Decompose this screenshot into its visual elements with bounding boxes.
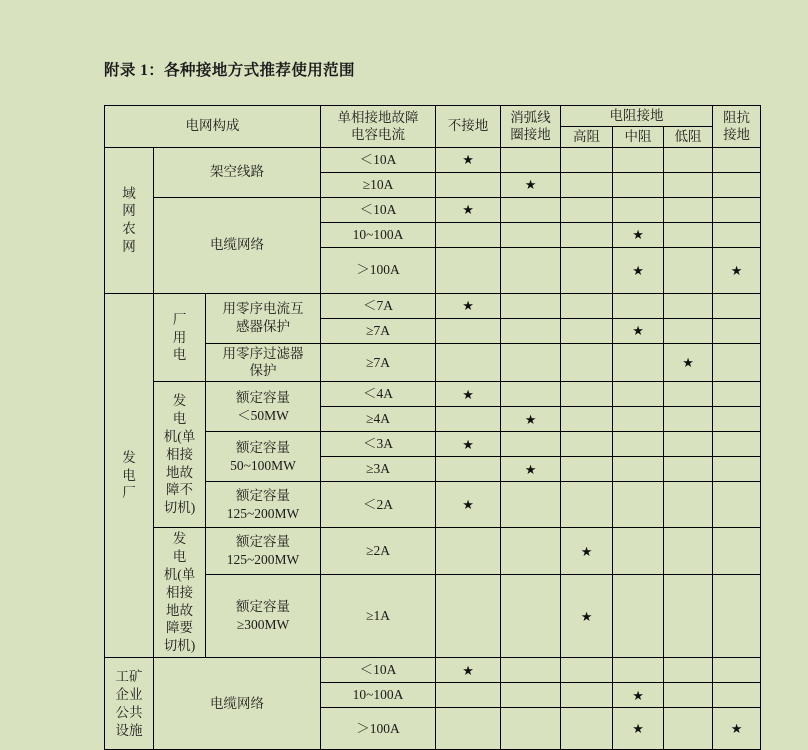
header-fault-current-line2: 电容电流: [351, 127, 406, 143]
table-row: [105, 197, 761, 222]
label-line: 发: [172, 531, 187, 547]
cell-high-resistance: [561, 222, 613, 247]
cell-description: 电缆网络: [154, 197, 321, 293]
star-icon: ★: [682, 354, 694, 370]
label-line: 电: [122, 467, 136, 483]
label-line: 障不: [166, 482, 193, 498]
cell-arc-suppression-coil: [501, 708, 561, 750]
section-label-工矿企业公共设施: [105, 658, 154, 750]
cell-medium-resistance: [613, 247, 664, 293]
label-line: 农: [122, 221, 136, 237]
table-row: [105, 658, 761, 683]
cell-fault-current: ＜10A: [321, 197, 436, 222]
cell-medium-resistance: [613, 147, 664, 172]
cell-ungrounded: [436, 432, 501, 457]
star-icon: ★: [632, 721, 644, 737]
cell-arc-suppression-coil: [501, 293, 561, 318]
star-icon: ★: [462, 152, 474, 168]
header-medium-resistance: 中阻: [613, 126, 664, 147]
cell-description: [206, 528, 321, 575]
cell-fault-current: 10~100A: [321, 222, 436, 247]
star-icon: ★: [580, 608, 593, 624]
cell-ungrounded: [436, 457, 501, 482]
cell-medium-resistance: [613, 482, 664, 528]
table-body: [105, 147, 761, 750]
label-line: 发: [172, 393, 187, 409]
cell-arc-suppression-coil: [501, 575, 561, 658]
cell-low-resistance: [664, 197, 713, 222]
subsection-label: [154, 382, 206, 528]
label-line: 网: [122, 203, 136, 219]
star-icon: ★: [632, 227, 644, 243]
cell-low-resistance: [664, 432, 713, 457]
cell-description: [206, 343, 321, 382]
cell-low-resistance: [664, 247, 713, 293]
cell-medium-resistance: [613, 382, 664, 407]
cell-high-resistance: [561, 197, 613, 222]
cell-impedance-grounding: [713, 318, 761, 343]
header-impedance-grounding: [713, 106, 761, 148]
header-fault-capacitive-current: [321, 106, 436, 148]
cell-arc-suppression-coil: [501, 528, 561, 575]
label-line: 厂: [172, 311, 187, 327]
cell-high-resistance: [561, 407, 613, 432]
cell-low-resistance: [664, 708, 713, 750]
description-line: ≥300MW: [236, 617, 290, 633]
description-line: 保护: [249, 363, 277, 379]
cell-high-resistance: [561, 457, 613, 482]
label-line: 相接: [166, 446, 193, 462]
label-line: 电: [172, 411, 187, 427]
table-row: [105, 293, 761, 318]
cell-fault-current: ＜7A: [321, 293, 436, 318]
cell-ungrounded: [436, 482, 501, 528]
cell-fault-current: ≥7A: [321, 343, 436, 382]
cell-fault-current: 10~100A: [321, 683, 436, 708]
header-arc-line2: 圈接地: [510, 127, 551, 143]
cell-fault-current: ≥2A: [321, 528, 436, 575]
subsection-label: [154, 293, 206, 382]
label-line: 电: [172, 347, 187, 363]
label-line: 障要: [166, 620, 193, 636]
cell-medium-resistance: [613, 222, 664, 247]
cell-high-resistance: [561, 708, 613, 750]
cell-low-resistance: [664, 528, 713, 575]
cell-fault-current: ＜10A: [321, 658, 436, 683]
description-line: 用零序电流互: [222, 301, 304, 317]
cell-ungrounded: [436, 172, 501, 197]
table-row: [105, 147, 761, 172]
grounding-methods-table: [104, 105, 761, 750]
page-title: 附录 1：各种接地方式推荐使用范围: [104, 62, 355, 79]
description-line: 125~200MW: [226, 552, 300, 568]
cell-high-resistance: [561, 683, 613, 708]
cell-arc-suppression-coil: [501, 482, 561, 528]
cell-medium-resistance: [613, 172, 664, 197]
cell-arc-suppression-coil: [501, 172, 561, 197]
cell-fault-current: ≥1A: [321, 575, 436, 658]
cell-description: 电缆网络: [154, 658, 321, 750]
cell-high-resistance: [561, 382, 613, 407]
cell-fault-current: ＞100A: [321, 247, 436, 293]
cell-low-resistance: [664, 293, 713, 318]
cell-medium-resistance: [613, 528, 664, 575]
cell-ungrounded: [436, 247, 501, 293]
label-line: 用: [172, 329, 187, 345]
cell-high-resistance: [561, 432, 613, 457]
cell-low-resistance: [664, 172, 713, 197]
cell-ungrounded: [436, 222, 501, 247]
cell-low-resistance: [664, 575, 713, 658]
star-icon: ★: [462, 662, 474, 678]
cell-ungrounded: [436, 683, 501, 708]
header-arc-line1: 消弧线: [510, 109, 551, 125]
cell-high-resistance: [561, 658, 613, 683]
cell-low-resistance: [664, 457, 713, 482]
cell-arc-suppression-coil: [501, 343, 561, 382]
cell-medium-resistance: [613, 708, 664, 750]
label-line: 相接: [166, 584, 193, 600]
cell-ungrounded: [436, 575, 501, 658]
cell-impedance-grounding: [713, 222, 761, 247]
cell-low-resistance: [664, 382, 713, 407]
cell-impedance-grounding: [713, 432, 761, 457]
cell-fault-current: ≥10A: [321, 172, 436, 197]
cell-impedance-grounding: [713, 147, 761, 172]
cell-medium-resistance: [613, 575, 664, 658]
header-fault-current-line1: 单相接地故障: [337, 109, 419, 125]
section-label-发电厂: [105, 293, 154, 658]
cell-arc-suppression-coil: [501, 147, 561, 172]
cell-arc-suppression-coil: [501, 658, 561, 683]
description-line: 额定容量: [236, 487, 291, 503]
cell-impedance-grounding: [713, 658, 761, 683]
cell-arc-suppression-coil: [501, 222, 561, 247]
label-line: 企业: [115, 686, 143, 702]
cell-medium-resistance: [613, 343, 664, 382]
cell-low-resistance: [664, 683, 713, 708]
header-ungrounded: 不接地: [436, 106, 501, 148]
cell-impedance-grounding: [713, 575, 761, 658]
cell-medium-resistance: [613, 658, 664, 683]
star-icon: ★: [524, 177, 537, 193]
cell-fault-current: ＞100A: [321, 708, 436, 750]
cell-fault-current: ＜10A: [321, 147, 436, 172]
cell-ungrounded: [436, 343, 501, 382]
star-icon: ★: [730, 721, 743, 737]
label-line: 域: [122, 185, 136, 201]
label-line: 电: [172, 549, 187, 565]
description-line: 额定容量: [236, 599, 291, 615]
label-line: 网: [122, 238, 136, 254]
description-line: 额定容量: [236, 534, 291, 550]
star-icon: ★: [462, 436, 474, 452]
label-line: 切机): [163, 500, 196, 516]
cell-ungrounded: [436, 197, 501, 222]
cell-description: 架空线路: [154, 147, 321, 197]
cell-description: [206, 382, 321, 432]
cell-impedance-grounding: [713, 528, 761, 575]
cell-arc-suppression-coil: [501, 382, 561, 407]
cell-low-resistance: [664, 147, 713, 172]
cell-arc-suppression-coil: [501, 318, 561, 343]
cell-fault-current: ＜4A: [321, 382, 436, 407]
star-icon: ★: [632, 687, 644, 703]
description-line: 额定容量: [236, 389, 291, 405]
cell-fault-current: ≥3A: [321, 457, 436, 482]
star-icon: ★: [632, 262, 644, 278]
cell-impedance-grounding: [713, 708, 761, 750]
cell-arc-suppression-coil: [501, 683, 561, 708]
cell-description: [206, 432, 321, 482]
cell-impedance-grounding: [713, 293, 761, 318]
cell-high-resistance: [561, 247, 613, 293]
cell-arc-suppression-coil: [501, 197, 561, 222]
section-label-域网农网: [105, 147, 154, 293]
star-icon: ★: [462, 386, 474, 402]
cell-arc-suppression-coil: [501, 247, 561, 293]
cell-medium-resistance: [613, 432, 664, 457]
cell-medium-resistance: [613, 318, 664, 343]
cell-impedance-grounding: [713, 407, 761, 432]
cell-medium-resistance: [613, 197, 664, 222]
cell-ungrounded: [436, 407, 501, 432]
subsection-label: [154, 528, 206, 658]
star-icon: ★: [580, 543, 593, 559]
description-line: 用零序过滤器: [222, 345, 304, 361]
cell-medium-resistance: [613, 683, 664, 708]
cell-high-resistance: [561, 172, 613, 197]
cell-ungrounded: [436, 293, 501, 318]
cell-medium-resistance: [613, 457, 664, 482]
label-line: 发: [122, 449, 136, 465]
cell-ungrounded: [436, 318, 501, 343]
label-line: 机(单: [163, 429, 196, 445]
description-line: 50~100MW: [230, 457, 296, 473]
cell-description: [206, 482, 321, 528]
description-line: 额定容量: [236, 439, 291, 455]
cell-low-resistance: [664, 482, 713, 528]
label-line: 工矿: [115, 669, 143, 685]
header-impedance-line1: 阻抗: [723, 109, 751, 125]
star-icon: ★: [730, 262, 743, 278]
table-row: [105, 382, 761, 407]
cell-description: [206, 575, 321, 658]
label-line: 厂: [122, 485, 136, 501]
cell-impedance-grounding: [713, 482, 761, 528]
description-line: 125~200MW: [226, 505, 300, 521]
cell-ungrounded: [436, 658, 501, 683]
table-header-row: [105, 106, 761, 127]
cell-ungrounded: [436, 147, 501, 172]
cell-fault-current: ≥7A: [321, 318, 436, 343]
star-icon: ★: [524, 411, 537, 427]
star-icon: ★: [632, 323, 644, 339]
cell-impedance-grounding: [713, 343, 761, 382]
cell-impedance-grounding: [713, 457, 761, 482]
star-icon: ★: [462, 202, 474, 218]
description-line: ＜50MW: [237, 407, 289, 423]
header-high-resistance: 高阻: [561, 126, 613, 147]
cell-description: [206, 293, 321, 343]
star-icon: ★: [524, 461, 537, 477]
label-line: 切机): [163, 638, 196, 654]
cell-fault-current: ＜2A: [321, 482, 436, 528]
cell-impedance-grounding: [713, 197, 761, 222]
star-icon: ★: [462, 497, 474, 513]
header-low-resistance: 低阻: [664, 126, 713, 147]
cell-medium-resistance: [613, 293, 664, 318]
cell-high-resistance: [561, 293, 613, 318]
header-resistance-grounding: 电阻接地: [561, 106, 713, 127]
description-line: 感器保护: [236, 319, 291, 335]
cell-impedance-grounding: [713, 683, 761, 708]
cell-fault-current: ≥4A: [321, 407, 436, 432]
header-impedance-line2: 接地: [723, 127, 751, 143]
cell-low-resistance: [664, 658, 713, 683]
cell-high-resistance: [561, 318, 613, 343]
label-line: 地故: [166, 602, 193, 618]
cell-medium-resistance: [613, 407, 664, 432]
cell-high-resistance: [561, 575, 613, 658]
cell-low-resistance: [664, 222, 713, 247]
cell-ungrounded: [436, 382, 501, 407]
header-network-composition: 电网构成: [105, 106, 321, 148]
header-arc-suppression-coil: [501, 106, 561, 148]
cell-high-resistance: [561, 343, 613, 382]
label-line: 机(单: [163, 567, 196, 583]
label-line: 地故: [166, 464, 193, 480]
cell-low-resistance: [664, 407, 713, 432]
cell-fault-current: ＜3A: [321, 432, 436, 457]
cell-arc-suppression-coil: [501, 432, 561, 457]
cell-low-resistance: [664, 343, 713, 382]
label-line: 设施: [115, 722, 143, 738]
cell-impedance-grounding: [713, 247, 761, 293]
cell-low-resistance: [664, 318, 713, 343]
star-icon: ★: [462, 298, 474, 314]
label-line: 公共: [115, 704, 143, 720]
cell-ungrounded: [436, 708, 501, 750]
cell-arc-suppression-coil: [501, 407, 561, 432]
cell-impedance-grounding: [713, 382, 761, 407]
table-row: [105, 528, 761, 575]
cell-high-resistance: [561, 147, 613, 172]
cell-impedance-grounding: [713, 172, 761, 197]
cell-high-resistance: [561, 528, 613, 575]
cell-ungrounded: [436, 528, 501, 575]
cell-high-resistance: [561, 482, 613, 528]
cell-arc-suppression-coil: [501, 457, 561, 482]
